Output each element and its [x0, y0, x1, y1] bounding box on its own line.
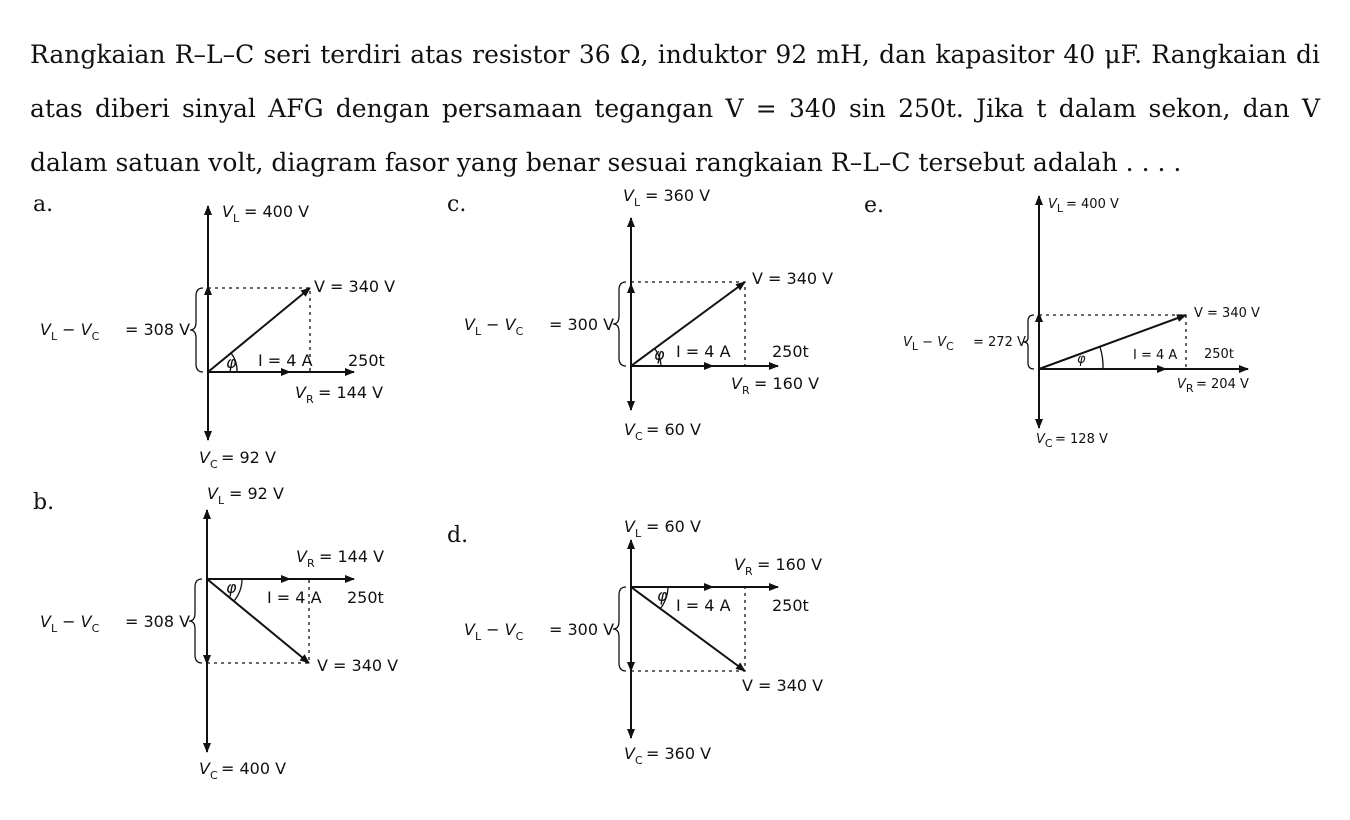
b-v-label: V = 340 V — [317, 656, 399, 675]
b-vr-symbol: $V_R$ — [296, 547, 315, 570]
c-vc-label: = 60 V — [646, 420, 701, 439]
d-phi-label: φ — [657, 586, 668, 605]
c-vl-label: = 360 V — [645, 186, 711, 205]
question-text: Rangkaian R–L–C seri terdiri atas resistor 36 Ω, induktor 92 mH, dan kapasitor 40 μF. Rangkaian di atas diberi sinyal AFG dengan persamaan tegangan V = 340 sin 250t. Jika t dalam sekon, dan V dalam satuan volt, diagram fasor yang benar sesuai rangkaian R–L–C tersebut adalah . . . . — [30, 40, 1320, 177]
phasor-diagram-a — [190, 206, 354, 440]
option-c-letter: c. — [447, 192, 467, 217]
option-b-letter: b. — [33, 490, 55, 515]
b-vc-label: = 400 V — [221, 759, 287, 778]
e-i-label: I = 4 A — [1133, 348, 1178, 363]
a-vr-label: = 144 V — [318, 383, 384, 402]
c-vc-symbol: $V_C$ — [624, 420, 643, 443]
d-vlvc-label: = 300 V — [549, 620, 615, 639]
e-vr-label: = 204 V — [1196, 377, 1249, 392]
e-v-label: V = 340 V — [1194, 306, 1260, 321]
option-a-letter: a. — [33, 192, 54, 217]
b-vl-symbol: $V_L$ — [207, 484, 225, 507]
c-phi-label: φ — [654, 345, 665, 364]
a-i-label: I = 4 A — [258, 351, 313, 370]
a-omega-label: 250t — [348, 351, 385, 370]
d-vl-symbol: $V_L$ — [624, 517, 642, 540]
e-vc-symbol: $V_C$ — [1036, 432, 1053, 450]
b-vr-label: = 144 V — [319, 547, 385, 566]
a-vl-symbol: $V_L$ — [222, 202, 240, 225]
b-phi-label: φ — [226, 578, 237, 597]
c-omega-label: 250t — [772, 342, 809, 361]
d-omega-label: 250t — [772, 596, 809, 615]
b-vlvc-symbol: $V_L - V_C$ — [40, 612, 100, 635]
b-omega-label: 250t — [347, 588, 384, 607]
a-vc-symbol: $V_C$ — [199, 448, 218, 471]
e-omega-label: 250t — [1204, 347, 1234, 362]
b-i-label: I = 4 A — [267, 588, 322, 607]
c-vlvc-symbol: $V_L - V_C$ — [464, 315, 524, 338]
a-phi-label: φ — [226, 353, 237, 372]
b-vl-label: = 92 V — [229, 484, 284, 503]
b-vlvc-label: = 308 V — [125, 612, 191, 631]
a-vl-label: = 400 V — [244, 202, 310, 221]
a-vc-label: = 92 V — [221, 448, 276, 467]
option-d-letter: d. — [447, 523, 469, 548]
e-vlvc-label: = 272 V — [973, 335, 1026, 350]
a-vr-symbol: $V_R$ — [295, 383, 314, 406]
c-vlvc-label: = 300 V — [549, 315, 615, 334]
e-phi-label: φ — [1077, 352, 1086, 367]
e-vr-symbol: $V_R$ — [1177, 377, 1194, 395]
e-vlvc-symbol: $V_L - V_C$ — [903, 335, 954, 353]
a-vlvc-symbol: $V_L - V_C$ — [40, 320, 100, 343]
d-i-label: I = 4 A — [676, 596, 731, 615]
e-vc-label: = 128 V — [1055, 432, 1108, 447]
e-vl-symbol: $V_L$ — [1048, 197, 1064, 215]
d-vl-label: = 60 V — [646, 517, 701, 536]
d-vc-symbol: $V_C$ — [624, 744, 643, 767]
d-vlvc-symbol: $V_L - V_C$ — [464, 620, 524, 643]
c-i-label: I = 4 A — [676, 342, 731, 361]
d-vr-label: = 160 V — [757, 555, 823, 574]
phasor-diagram-d — [613, 540, 778, 738]
e-vl-label: = 400 V — [1066, 197, 1119, 212]
c-vr-symbol: $V_R$ — [731, 374, 750, 397]
a-vlvc-label: = 308 V — [125, 320, 191, 339]
option-e-letter: e. — [864, 193, 885, 218]
c-vl-symbol: $V_L$ — [623, 186, 641, 209]
c-v-label: V = 340 V — [752, 269, 834, 288]
a-v-label: V = 340 V — [314, 277, 396, 296]
b-vc-symbol: $V_C$ — [199, 759, 218, 782]
d-v-label: V = 340 V — [742, 676, 824, 695]
d-vr-symbol: $V_R$ — [734, 555, 753, 578]
c-vr-label: = 160 V — [754, 374, 820, 393]
d-vc-label: = 360 V — [646, 744, 712, 763]
